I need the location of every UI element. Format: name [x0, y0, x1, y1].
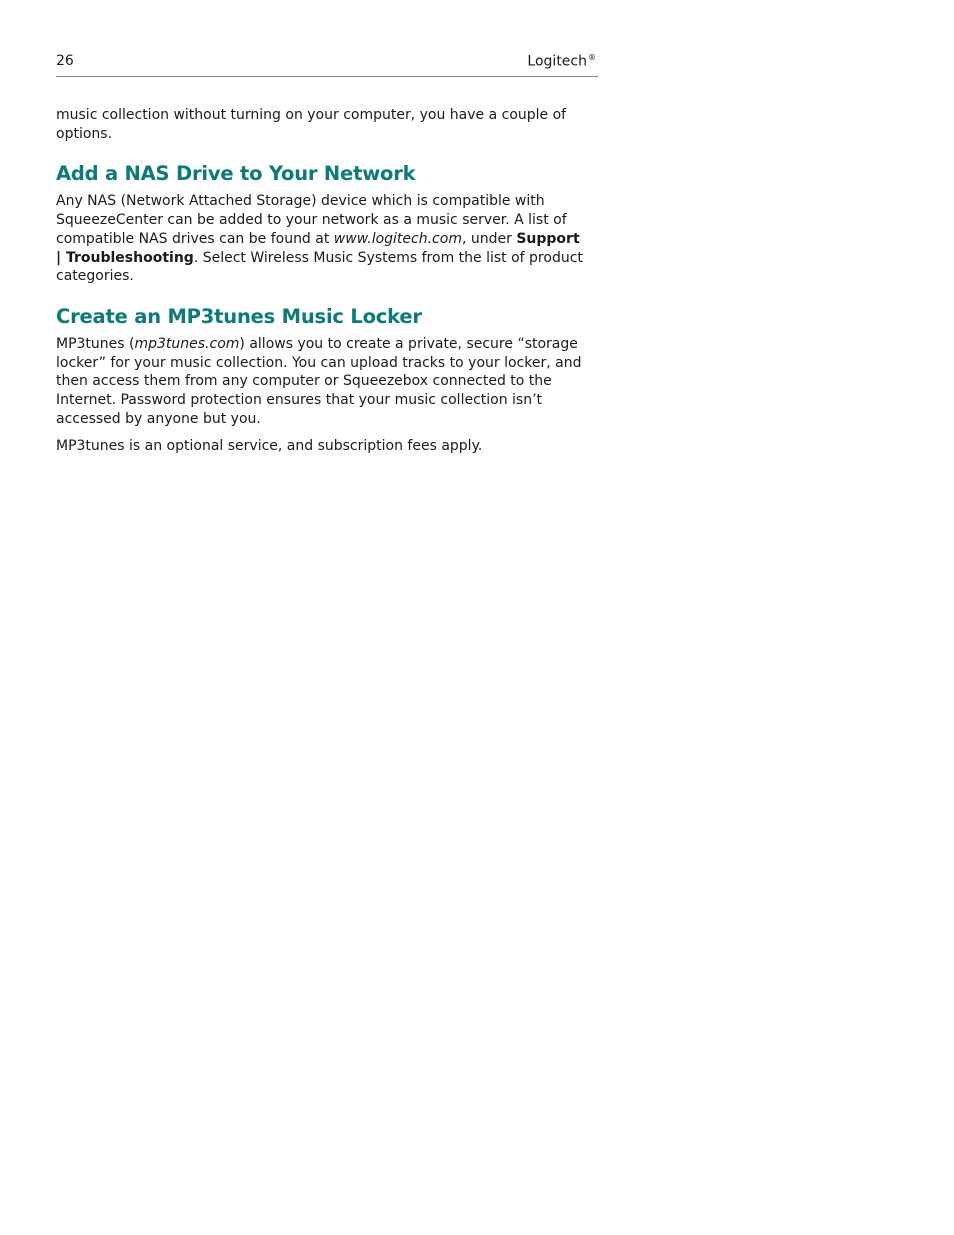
mp3tunes-paragraph — [56, 335, 586, 429]
page-header — [56, 52, 598, 77]
mp3tunes-text-b: ) allows you to create a private, secure “storage locker” for your music collection. You can upload tracks to your locker, and then access them from any computer or Squeezebox connected to the Internet. Password protection ensures that your music collection isn’t accessed by anyone but you. — [56, 335, 582, 427]
mp3tunes-text-a: MP3tunes ( — [56, 335, 135, 352]
nas-paragraph — [56, 192, 586, 286]
section-heading-nas: Add a NAS Drive to Your Network — [56, 162, 416, 186]
mp3tunes-fees-paragraph: MP3tunes is an optional service, and subscription fees apply. — [56, 438, 483, 455]
page-number: 26 — [56, 53, 74, 69]
section-heading-mp3tunes: Create an MP3tunes Music Locker — [56, 304, 422, 328]
mp3tunes-website-text: mp3tunes.com — [134, 335, 240, 352]
support-troubleshooting-text: Support | Troubleshooting — [56, 230, 580, 266]
logitech-website-text: www.logitech.com — [333, 230, 462, 247]
registered-mark: ® — [588, 53, 596, 62]
nas-text-c: . Select Wireless Music Systems from the list of product categories. — [56, 249, 583, 285]
page-content — [56, 106, 586, 456]
intro-paragraph: music collection without turning on your computer, you have a couple of options. — [56, 107, 567, 142]
nas-text-b: , under — [461, 230, 517, 247]
brand-name — [527, 53, 596, 70]
brand-text: Logitech — [527, 53, 587, 70]
nas-text-a: Any NAS (Network Attached Storage) device which is compatible with SqueezeCenter can be added to your network as a music server. A list of compatible NAS drives can be found at — [56, 193, 567, 247]
